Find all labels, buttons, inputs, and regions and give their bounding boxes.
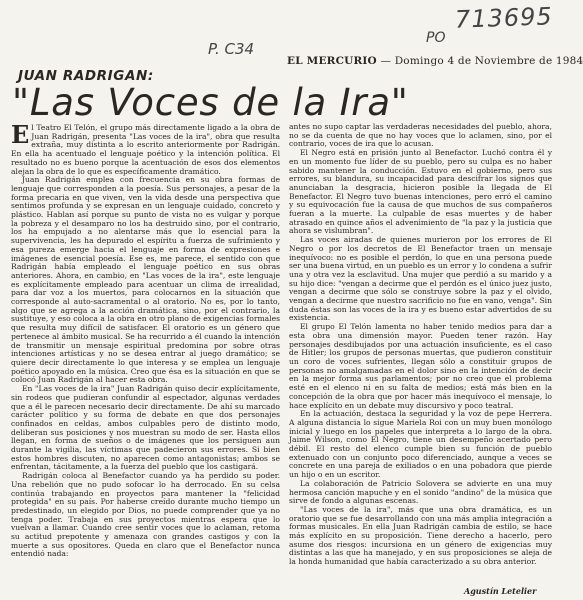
drop-cap: E xyxy=(11,120,30,149)
archive-number-annotation: 713695 xyxy=(454,2,554,34)
paragraph-text: l Teatro El Telón, el grupo más directamente ligado a la obra de Juan Radrigán, presenta "Las voces de la ira", obra que resulta extraña, muy distinta a lo escrito anteriormente por Radrigán. En ella ha acentuado el lenguaje poético y la intención política. El resultado no es bueno porque la acentuación de esos dos elementos alejan la obra de lo que es específicamente dramático. xyxy=(11,123,280,176)
po-annotation: PO xyxy=(426,30,446,46)
article-paragraph: Radrigán coloca al Benefactor cuando ya ha perdido su poder. Una rebelión que no pudo sofocar lo ha derrocado. En su celsa continúa trabajando en proyectos para mantener la "felicidad protegida" en su país. Por haberse creído durante mucho tiempo un predestinado, un elegido por Dios, no puede comprender que ya no tenga poder. Trabaja en sus proyectos mientras espera que lo vuelvan a llamar. Cuando cree sentir voces que lo aclaman, retoma su actitud prepotente y amenaza con grandes castigos y con la muerte a sus opositores. Queda en claro que el Benefactor nunca entendió nada: xyxy=(11,471,280,559)
publication-date: — Domingo 4 de Noviembre de 1984 xyxy=(380,55,583,67)
newspaper-name: EL MERCURIO xyxy=(287,55,377,67)
article-paragraph: En la actuación, destaca la seguridad y la voz de pepe Herrera. A alguna distancia lo sigue Mariela Roi con un muy buen monólogo inicial y luego en los papeles que interpreta a lo largo de la obra. Jaime Wilson, como El Negro, tiene un desempeño acertado pero débil. El resto del elenco cumple bien su función de pueblo extenuado con un conjunto poco diferenciado, aunque a veces se concrete en una pareja de exiliados o en una pobadora que pierde un hijo o en un escritor. xyxy=(289,409,552,480)
article-paragraph: Las voces airadas de quienes murieron por los errores de El Negro o por los decretos de El Benefactor traen un mensaje inequívoco: no es posible el perdón, lo que en una persona puede ser una buena virtud, en un pueblo es un error y lo condena a sufrir una y otra vez la esclavitud. Una mujer que perdió a su marido y a su hijo dice: "vengan a decirme que el perdón es el único juez justo, vengan a decirme que sólo se construye sobre la paz y el olvido, vengan a decirme que nuestro sacrificio no fue en vano, venga". Sin duda éstas son las voces de la ira y es bueno estar advertidos de su existencia. xyxy=(289,235,552,323)
author-kicker: JUAN RADRIGAN: xyxy=(18,68,154,84)
article-paragraph: En "Las voces de la ira" Juan Radrigán quiso decir explícitamente, sin rodeos que pudieran confundir al espectador, algunas verdades que a él le parecen necesario decir directamente. De ahí su marcado carácter político y su forma de debate en que dos personajes confinados en celdas, ambos culpables pero de distinto modo, deliberan sus posiciones y nos muestran su modo de ser. Hasta ellos llegan, en forma de sueños o de imágenes que los persiguen aun durante la vigilia, las víctimas que padecieron sus errores. Si bien estos hombres discuten, no aparecen como antagonistas; ambos se enfrentan, tácitamente, a la fuerza del pueblo que los castigará. xyxy=(11,384,280,472)
article-paragraph: "Las voces de la ira", más que una obra dramática, es un oratorio que se fue desarrollando con una más amplia integración a formas musicales. En ella Juan Radrigán cambia de estilo, se hace más explícito en su proposición. Tiene derecho a hacerlo, pero asume dos riesgos: incursiona en un género de exigencias muy distintas a las que ha manejado, y en sus proposiciones se aleja de la honda humanidad que había caracterizado a su obra anterior. xyxy=(289,504,552,567)
article-paragraph: antes no supo captar las verdaderas necesidades del pueblo, ahora, no se da cuenta de que no hay voces que lo aclamen, sino, por el contrario, voces de ira que lo acusan. xyxy=(289,122,552,149)
page-annotation: P. C34 xyxy=(208,40,255,58)
article-column-left xyxy=(11,120,280,594)
article-title: "Las Voces de la Ira" xyxy=(12,81,409,124)
author-signature: Agustín Letelier xyxy=(464,586,537,596)
article-paragraph: El grupo El Telón lamenta no haber tenido medios para dar a esta obra una dimensión mayor. Pueden tener razón. Hay personajes desdibujados por una actuación insuficiente, es el caso de Hitler; los grupos de personas muertas, que pudieron constituir un coro de voces sufrientes, llegan sólo a constituir grupos de personas no amalgamadas en el dolor sino en la intención de decir en la mejor forma sus parlamentos; por no creo que el problema esté en el elenco ni en su falta de medios; está más bien en la concepción de la obra que por hacer más inequívoco el mensaje, lo hace explícito en un debate muy discursivo y poco teatral. xyxy=(289,322,552,410)
article-paragraph xyxy=(11,120,280,176)
article-column-right xyxy=(289,123,552,593)
article-paragraph: Juan Radrigán emplea con frecuencia en su obra formas de lenguaje que corresponden a la poesía. Sus personajes, a pesar de la forma precaria en que viven, ven la vida desde una perspectiva que sentimos profunda y se expresan en un lenguaje cuidado, concreto y plástico. Hablan así porque su punto de vista no es vulgar y porque la pobreza y el desamparo no los ha destruido sino, por el contrario, los ha empujado a no alentarse más que lo esencial para la supervivencia, les ha depurado el espíritu a fuerza de sufrimiento y esa pureza emerge hacia el lenguaje en forma de expresiones e imágenes de esencial poesía. Ese es, me parece, el sentido con que Radrigán había empleado el lenguaje poético en sus obras anteriores. Ahora, en cambio, en "Las voces de la ira", este lenguaje es explícitamente empleado para acentuar un clima de irrealidad, para dar voz a los muertos, para colocarnos en la situación que corresponde al auto-sacramental o al oratorio. No es, por lo tanto, algo que se agrega a la acción dramática, sino, por el contrario, la sustituye, y eso coloca a la obra en otro plano de exigencias formales que resulta muy difícil de satisfacer. El oratorio es un género que pertenece al ámbito musical. Se ha recurrido a él cuando la intención de transmitir un mensaje espiritual predomina por sobre otras intenciones artísticas y no se desea entrar al juego dramático; se quiere decir directamente lo que interesa y se emplea un lenguaje poético apoyado en la música. Creo que ésa es la situación en que se colocó Juan Radrigán al hacer esta obra. xyxy=(11,175,280,385)
newspaper-header xyxy=(287,55,583,67)
article-paragraph: El Negro está en prisión junto al Benefactor. Luchó contra él y en un momento fue líder de su pueblo, pero su culpa es no haber sabido mantener la conducción. Estuvo en el gobierno, pero sus errores, su blandura, su incapacidad para descifrar los signos que anunciaban la desgracia, hicieron posible la llegada de El Benefactor. El Negro tuvo buenas intenciones, pero erró el camino y su equivocación fue la causa de que muchos de sus compañeros fueran a la muerte. La culpable de esas muertes y de haber atrasado en quince años el advenimiento de "la paz y la justicia que ahora se vislumbran". xyxy=(289,148,552,236)
article-paragraph: La colaboración de Patricio Solovera se advierte en una muy hermosa canción mapuche y en el sonido "andino" de la música que sirve de fondo a algunas escenas. xyxy=(289,478,552,506)
